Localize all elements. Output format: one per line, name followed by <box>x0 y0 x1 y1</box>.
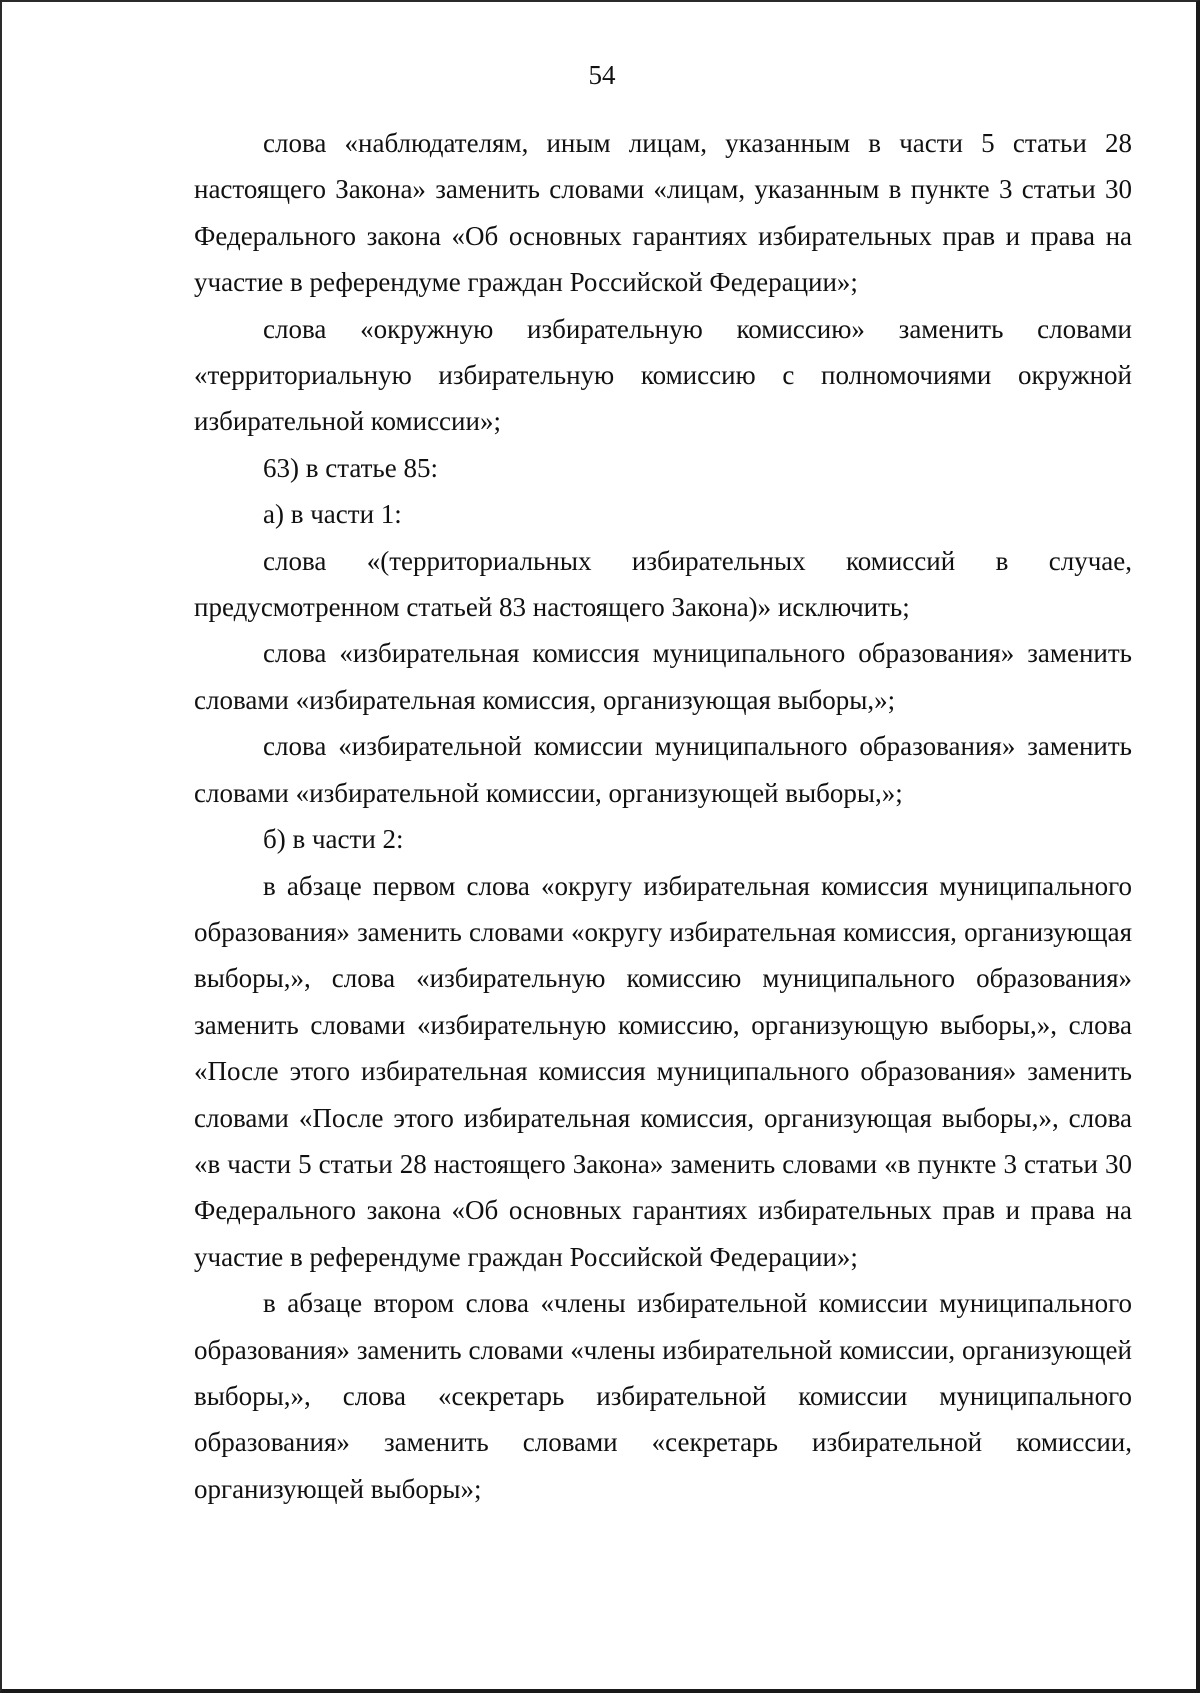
paragraph-commission-genitive-amendment: слова «избирательной комиссии муниципального образования» заменить словами «избирательной комиссии, организующей выборы,»; <box>194 731 1132 808</box>
paragraph-commission-nominative-amendment: слова «избирательная комиссия муниципального образования» заменить словами «избирательная комиссия, организующая выборы,»; <box>194 638 1132 715</box>
paragraph-subitem-a-heading: а) в части 1: <box>263 499 402 530</box>
paragraph-territorial-exclusion: слова «(территориальных избирательных комиссий в случае, предусмотренном статьей 83 настоящего Закона)» исключить; <box>194 545 1132 623</box>
paragraph-subitem-b-heading: б) в части 2: <box>263 824 404 855</box>
paragraph-item-63-heading: 63) в статье 85: <box>263 452 438 483</box>
paragraph-observers-amendment: слова «наблюдателям, иным лицам, указанным в части 5 статьи 28 настоящего Закона» заменить словами «лицам, указанным в пункте 3 статьи 30 Федерального закона «Об основных гарантиях избирательных прав и права на участие в референдуме граждан Российской Федерации»; <box>194 128 1132 298</box>
document-body <box>194 120 1132 1512</box>
page-number: 54 <box>588 60 616 90</box>
paragraph-second-abzac-amendment: в абзаце втором слова «члены избирательной комиссии муниципального образования» заменить словами «члены избирательной комиссии, организующей выборы,», слова «секретарь избирательной комиссии муниципального образования» заменить словами «секретарь избирательной комиссии, организующей выборы»; <box>194 1288 1132 1504</box>
paragraph-district-commission-amendment: слова «окружную избирательную комиссию» заменить словами «территориальную избирательную комиссию с полномочиями окружной избирательной комиссии»; <box>194 313 1132 437</box>
paragraph-first-abzac-amendment: в абзаце первом слова «округу избирательная комиссия муниципального образования» заменить словами «округу избирательная комиссия, организующая выборы,», слова «избирательную комиссию муниципального образования» заменить словами «избирательную комиссию, организующую выборы,», слова «После этого избирательная комиссия муниципального образования» заменить словами «После этого избирательная комиссия, организующая выборы,», слова «в части 5 статьи 28 настоящего Закона» заменить словами «в пункте 3 статьи 30 Федерального закона «Об основных гарантиях избирательных прав и права на участие в референдуме граждан Российской Федерации»; <box>194 870 1132 1272</box>
